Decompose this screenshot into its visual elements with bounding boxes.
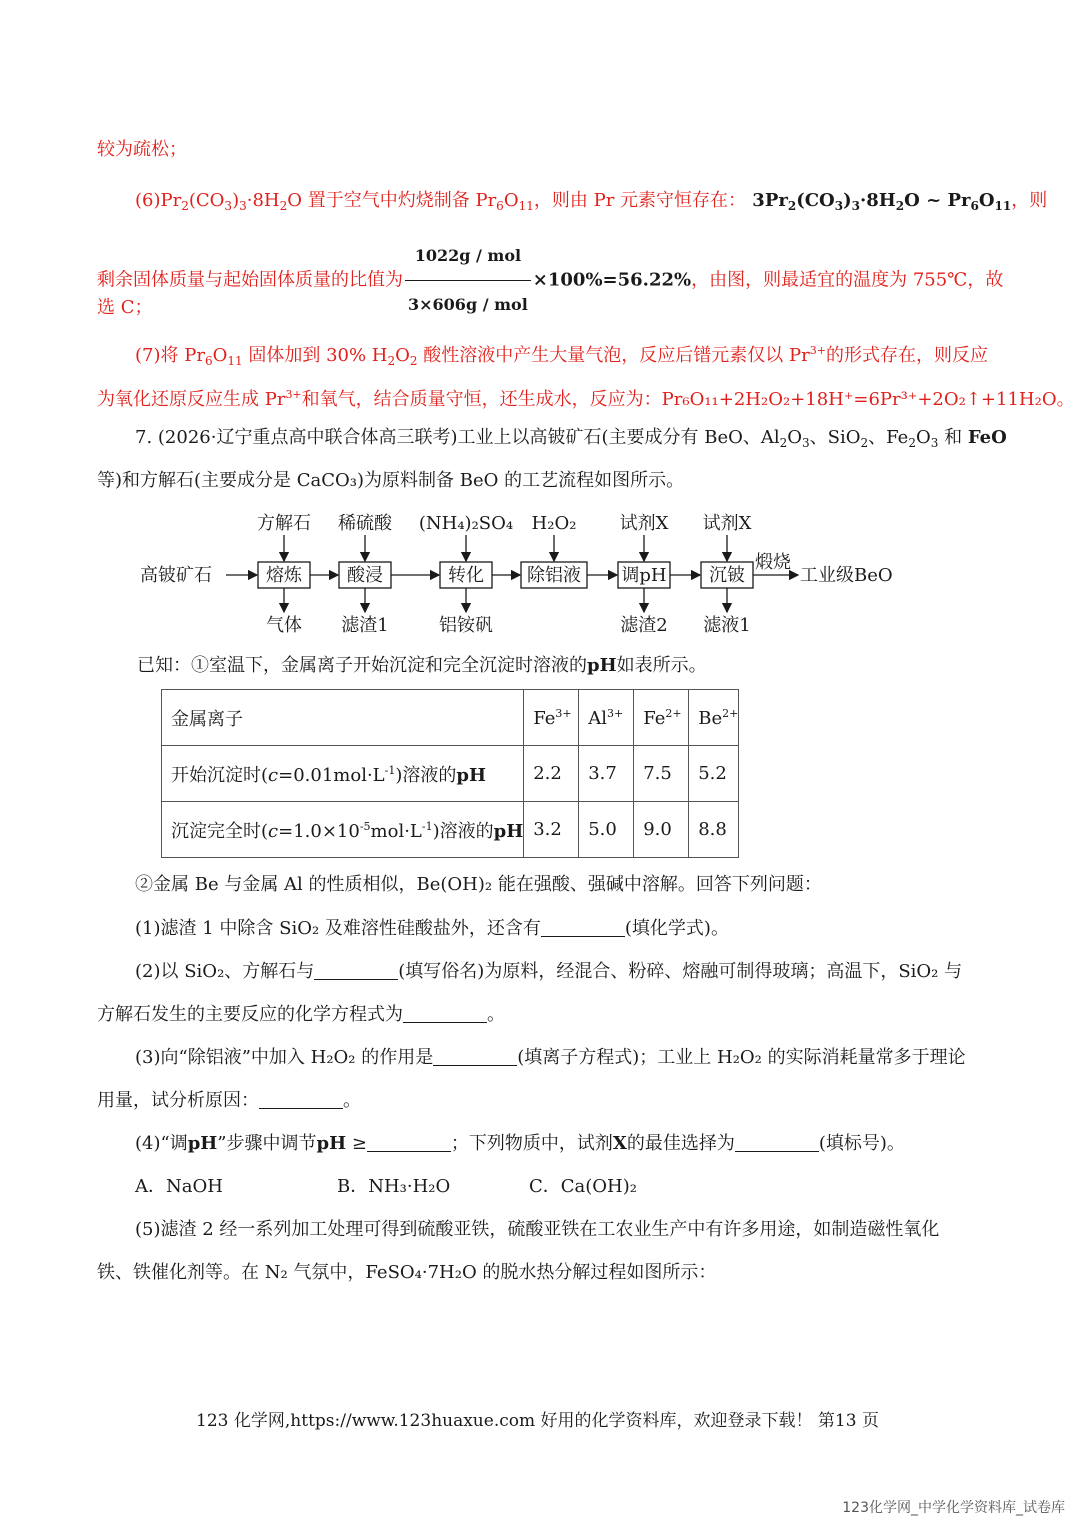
flow-step-label: 除铝液 bbox=[527, 565, 581, 586]
answer-blank[interactable] bbox=[259, 1088, 343, 1109]
table-row bbox=[162, 690, 739, 746]
flow-output-label: 滤渣1 bbox=[341, 615, 389, 636]
question-7-line-1: 7. (2026·辽宁重点高中联合体高三联考)工业上以高铍矿石(主要成分有 BeO、$Al_2O_3$、SiO$_2$、$Fe_2O_3$ 和 FeO bbox=[135, 427, 1007, 450]
process-flow-diagram bbox=[140, 510, 900, 640]
table-row bbox=[162, 746, 739, 802]
option-c: C．Ca(OH)₂ bbox=[529, 1176, 637, 1197]
table-row-label: 开始沉淀时$(c=0.01mol\cdot L^{-1})$溶液的pH bbox=[162, 746, 524, 802]
question-3-line-1: (3)向“除铝液”中加入 H₂O₂ 的作用是 (填离子方程式)；工业上 H₂O₂ 的实际消耗量常多于理论 bbox=[135, 1047, 966, 1068]
flow-input-label: 试剂X bbox=[619, 513, 669, 534]
table-cell: 5.2 bbox=[689, 746, 739, 802]
flow-step-label: 酸浸 bbox=[347, 565, 383, 586]
page-footer: 123 化学网,https://www.123huaxue.com 好用的化学资料库，欢迎登录下载！ 第13 页 bbox=[196, 1411, 879, 1431]
question-1: (1)滤渣 1 中除含 SiO₂ 及难溶性硅酸盐外，还含有 (填化学式)。 bbox=[135, 918, 729, 939]
table-row bbox=[162, 802, 739, 858]
known-line-2: ②金属 Be 与金属 Al 的性质相似，Be(OH)₂ 能在强酸、强碱中溶解。回答下列问题： bbox=[135, 874, 822, 895]
flow-output-label: 滤液1 bbox=[703, 615, 751, 636]
flow-start-label: 高铍矿石 bbox=[140, 565, 212, 586]
fraction-numerator: 1022g / mol bbox=[405, 234, 531, 281]
answer-blank[interactable] bbox=[735, 1131, 819, 1152]
flow-output-label: 气体 bbox=[266, 615, 302, 636]
table-header-cell: 金属离子 bbox=[162, 690, 524, 746]
answer-blank[interactable] bbox=[314, 959, 398, 980]
question-2-line-1: (2)以 SiO₂、方解石与 (填写俗名)为原料，经混合、粉碎、熔融可制得玻璃；高温下，SiO₂ 与 bbox=[135, 961, 963, 982]
watermark-caption: 123化学网_中学化学资料库_试卷库 bbox=[842, 1500, 1065, 1516]
table-cell: 3.2 bbox=[524, 802, 579, 858]
fraction-denominator: 3×606g / mol bbox=[408, 295, 528, 314]
flow-step-label: 熔炼 bbox=[266, 565, 302, 586]
flow-input-label: 方解石 bbox=[257, 513, 311, 534]
flow-step-label: 调pH bbox=[621, 565, 667, 586]
answer-blank[interactable] bbox=[541, 916, 625, 937]
table-cell: 2.2 bbox=[524, 746, 579, 802]
answer-blank[interactable] bbox=[403, 1002, 487, 1023]
answer-blank[interactable] bbox=[367, 1131, 451, 1152]
table-header-cell: $Al^{3+}$ bbox=[579, 690, 634, 746]
flow-input-label: 稀硫酸 bbox=[338, 513, 392, 534]
reaction-equation: Pr₆O₁₁+2H₂O₂+18H⁺=6Pr³⁺+2O₂↑+11H₂O。 bbox=[661, 389, 1075, 410]
flow-product-label: 工业级BeO bbox=[800, 565, 893, 586]
answer-line-4: 选 C； bbox=[97, 297, 153, 318]
question-5-line-1: (5)滤渣 2 经一系列加工处理可得到硫酸亚铁，硫酸亚铁在工农业生产中有许多用途，如制造磁性氧化 bbox=[135, 1219, 940, 1240]
answer-line-6: 为氧化还原反应生成 $Pr^{3+}$和氧气，结合质量守恒，还生成水，反应为：Pr₆O₁₁+2H₂O₂+18H⁺=6Pr³⁺+2O₂↑+11H₂O。 bbox=[97, 388, 1075, 410]
option-a: A．NaOH bbox=[135, 1176, 223, 1197]
table-header-cell: $Fe^{2+}$ bbox=[634, 690, 689, 746]
answer-line-5: (7)将 $Pr_6O_{11}$ 固体加到 30% $H_2O_2$ 酸性溶液中产生大量气泡，反应后镨元素仅以 $Pr^{3+}$的形式存在，则反应 bbox=[135, 344, 988, 368]
answer-blank[interactable] bbox=[433, 1045, 517, 1066]
table-header-cell: $Be^{2+}$ bbox=[689, 690, 739, 746]
table-cell: 5.0 bbox=[579, 802, 634, 858]
flow-input-label: 试剂X bbox=[702, 513, 752, 534]
known-line-1: 已知：①室温下，金属离子开始沉淀和完全沉淀时溶液的pH如表所示。 bbox=[137, 655, 707, 676]
table-cell: 8.8 bbox=[689, 802, 739, 858]
flow-step-label: 转化 bbox=[448, 565, 484, 586]
flow-step-label: 沉铍 bbox=[709, 565, 745, 586]
question-3-line-2: 用量，试分析原因： 。 bbox=[97, 1090, 361, 1111]
question-2-line-2: 方解石发生的主要反应的化学方程式为 。 bbox=[97, 1004, 505, 1025]
ph-table bbox=[161, 689, 739, 858]
table-cell: 9.0 bbox=[634, 802, 689, 858]
table-cell: 3.7 bbox=[579, 746, 634, 802]
question-5-line-2: 铁、铁催化剂等。在 N₂ 气氛中，FeSO₄·7H₂O 的脱水热分解过程如图所示： bbox=[97, 1262, 717, 1283]
flow-output-label: 铝铵矾 bbox=[439, 615, 493, 636]
table-cell: 7.5 bbox=[634, 746, 689, 802]
option-b: B．NH₃·H₂O bbox=[337, 1176, 451, 1197]
flow-output-label: 滤渣2 bbox=[620, 615, 668, 636]
table-header-cell: $Fe^{3+}$ bbox=[524, 690, 579, 746]
flow-input-label: H₂O₂ bbox=[531, 513, 577, 534]
answer-line-3: 剩余固体质量与起始固体质量的比值为 $\frac{\text{1022g / mol}}{\text{3×606g / mol}}$ ×100%=56.22%，由图，则最适宜的温度为 755℃，故 bbox=[97, 234, 1003, 327]
answer-line-2: $(6)Pr_2(CO_3)_3\cdot 8H_2O$ 置于空气中灼烧制备 $Pr_6O_{11}$，则由 Pr 元素守恒存在： $3Pr_2(CO_3)_3\cdot 8H_2O$ ~ $Pr_6O_{11}$，则 bbox=[135, 190, 1048, 213]
table-row-label: 沉淀完全时$(c=1.0\times 10^{-5}mol\cdot L^{-1})$溶液的pH bbox=[162, 802, 524, 858]
flow-input-label: (NH₄)₂SO₄ bbox=[418, 513, 514, 534]
answer-line-1: 较为疏松； bbox=[97, 139, 187, 160]
question-7-line-2: 等)和方解石(主要成分是 CaCO₃)为原料制备 BeO 的工艺流程如图所示。 bbox=[97, 470, 685, 491]
question-4: (4)“调pH”步骤中调节pH ≥ ；下列物质中，试剂X的最佳选择为 (填标号)。 bbox=[135, 1133, 905, 1154]
flow-calcine-label: 煅烧 bbox=[755, 552, 791, 573]
